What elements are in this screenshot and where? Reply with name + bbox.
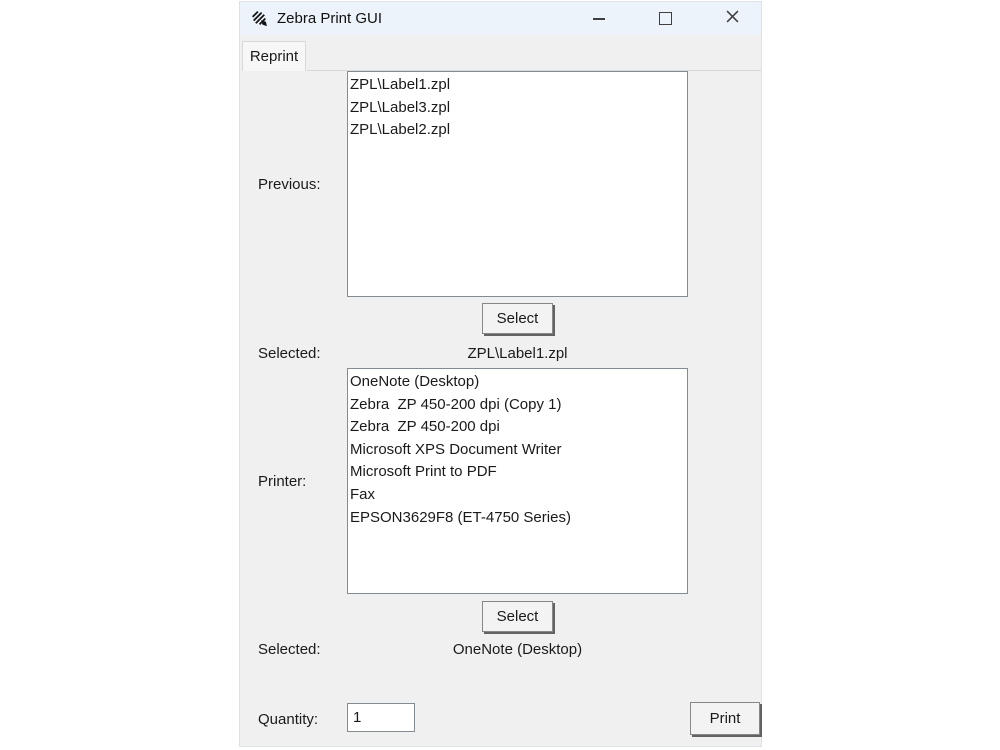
file-item[interactable]: ZPL\Label2.zpl [350,121,451,139]
quantity-input[interactable] [347,703,415,732]
quantity-label: Quantity: [258,711,319,728]
minimize-button[interactable] [576,2,621,35]
tab-reprint[interactable] [242,41,306,71]
app-window [239,1,762,747]
file-item[interactable]: ZPL\Label1.zpl [350,76,451,93]
file-item[interactable]: ZPL\Label3.zpl [350,98,451,116]
printer-item[interactable]: Microsoft Print to PDF [350,463,497,481]
close-icon [726,10,739,28]
minimize-icon [593,18,605,20]
previous-label: Previous: [258,176,321,193]
maximize-button[interactable] [643,2,688,35]
maximize-icon [659,12,672,25]
select-file-button[interactable]: Select [482,303,553,334]
close-button[interactable] [710,2,755,35]
printer-item[interactable]: Zebra ZP 450-200 dpi [350,418,500,436]
print-button[interactable]: Print [690,702,760,735]
tab-reprint-label: Reprint [249,48,299,65]
printer-item[interactable]: OneNote (Desktop) [350,373,480,390]
printer-item[interactable]: EPSON3629F8 (ET-4750 Series) [350,508,571,526]
titlebar[interactable] [240,2,761,35]
printer-label: Printer: [258,473,307,490]
printer-item[interactable]: Microsoft XPS Document Writer [350,440,562,458]
window-title: Zebra Print GUI [277,10,383,27]
printer-item[interactable]: Fax [350,485,376,503]
selected-file-label: Selected: [258,345,321,362]
printer-item[interactable]: Zebra ZP 450-200 dpi (Copy 1) [350,395,562,413]
files-listbox[interactable] [347,71,688,297]
selected-printer-label: Selected: [258,641,321,658]
zebra-logo-icon [251,10,268,27]
printers-listbox[interactable] [347,368,688,594]
tab-strip [240,35,761,71]
select-printer-button[interactable]: Select [482,601,553,632]
selected-printer-value: OneNote (Desktop) [452,641,583,658]
selected-file-value: ZPL\Label1.zpl [467,345,568,362]
